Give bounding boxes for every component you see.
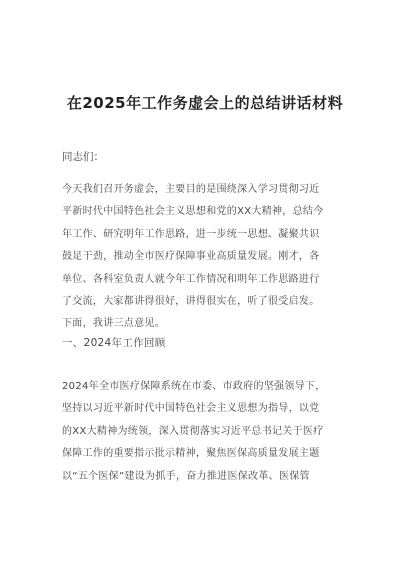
paragraph-line: 单位、各科室负责人就今年工作情况和明年工作思路进行 — [62, 273, 320, 285]
paragraph-line: 鼓足干劲，推动全市医疗保障事业高质量发展。刚才，各 — [62, 251, 320, 263]
paragraph-intro — [62, 179, 350, 336]
paragraph-review — [62, 376, 350, 488]
section-heading: 一、2024年工作回顾 — [62, 337, 166, 349]
paragraph-line: 的XX大精神为统领，深入贯彻落实习近平总书记关于医疗 — [62, 425, 324, 437]
paragraph-line: 年工作、研究明年工作思路，进一步统一思想、凝聚共识 — [62, 228, 320, 240]
paragraph-line: 今天我们召开务虚会，主要目的是围绕深入学习贯彻习近 — [62, 184, 320, 195]
paragraph-line: 了交流，大家都讲得很好，讲得很实在，听了很受启发。 — [62, 296, 320, 308]
paragraph-line: 保障工作的重要指示批示精神，聚焦医保高质量发展主题 — [62, 448, 320, 460]
paragraph-line: 平新时代中国特色社会主义思想和党的XX大精神，总结今 — [62, 206, 324, 218]
paragraph-line: 以“五个医保”建设为抓手，奋力推进医保改革、医保管 — [62, 470, 310, 482]
document-title: 在2025年工作务虚会上的总结讲话材料 — [66, 94, 344, 112]
salutation: 同志们： — [62, 151, 104, 163]
paragraph-line: 下面，我讲三点意见。 — [62, 318, 165, 330]
paragraph-line: 坚持以习近平新时代中国特色社会主义思想为指导，以党 — [62, 403, 320, 415]
paragraph-line: 2024年全市医疗保障系统在市委、市政府的坚强领导下， — [62, 381, 326, 392]
